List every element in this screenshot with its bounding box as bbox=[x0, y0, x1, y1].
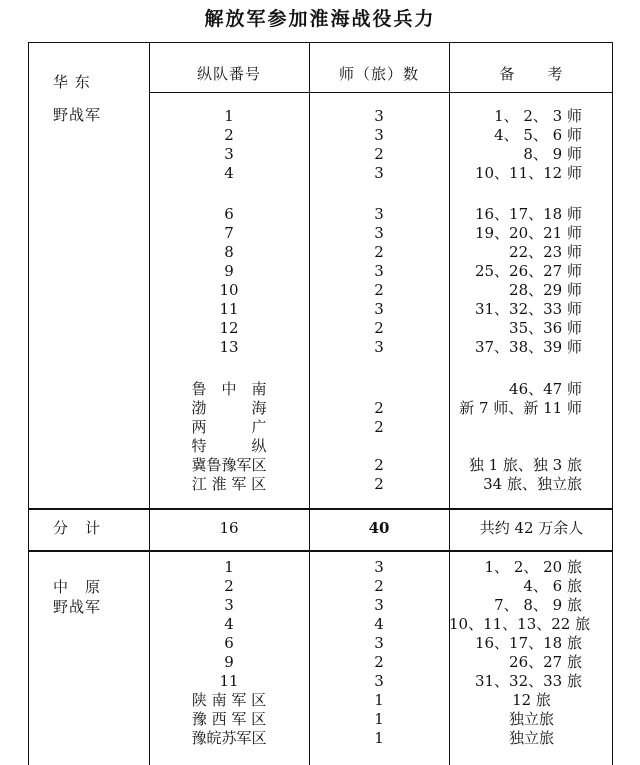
unit: 7 bbox=[224, 224, 234, 242]
unit: 3 bbox=[224, 145, 234, 163]
count: 2 bbox=[374, 475, 384, 493]
section-divider bbox=[29, 508, 612, 510]
table-row bbox=[29, 615, 614, 634]
unit: 6 bbox=[224, 634, 234, 652]
note: 35、36 师 bbox=[509, 319, 582, 337]
unit: 特 纵 bbox=[191, 437, 267, 455]
unit: 陕 南 军 区 bbox=[191, 691, 267, 709]
forces-table bbox=[28, 42, 613, 765]
count: 1 bbox=[374, 691, 384, 709]
count: 2 bbox=[374, 577, 384, 595]
count: 2 bbox=[374, 418, 384, 436]
section-divider bbox=[29, 550, 612, 552]
table-row bbox=[29, 399, 614, 418]
subtotal-label: 分 计 bbox=[53, 519, 102, 537]
note: 独 1 旅、独 3 旅 bbox=[468, 456, 582, 474]
unit: 豫 西 军 区 bbox=[191, 710, 267, 728]
note: 31、32、33 师 bbox=[474, 300, 582, 318]
note: 独立旅 bbox=[508, 710, 554, 728]
table-row bbox=[29, 205, 614, 224]
note: 10、11、13、22 旅 bbox=[449, 615, 591, 633]
header-count: 师（旅）数 bbox=[338, 65, 419, 83]
unit: 2 bbox=[224, 577, 234, 595]
note: 独立旅 bbox=[508, 729, 554, 747]
table-row bbox=[29, 126, 614, 145]
unit: 10 bbox=[219, 281, 239, 299]
note: 28、29 师 bbox=[509, 281, 582, 299]
unit: 1 bbox=[224, 107, 234, 125]
count: 3 bbox=[374, 107, 384, 125]
unit: 11 bbox=[219, 672, 239, 690]
note: 37、38、39 师 bbox=[474, 338, 582, 356]
table-row bbox=[29, 596, 614, 615]
count: 3 bbox=[374, 300, 384, 318]
unit: 9 bbox=[224, 653, 234, 671]
note: 4、 5、 6 师 bbox=[494, 126, 582, 144]
unit: 渤 海 bbox=[191, 399, 267, 417]
subtotal-row bbox=[29, 519, 614, 541]
note: 22、23 师 bbox=[509, 243, 582, 261]
note: 46、47 师 bbox=[509, 380, 582, 398]
count: 1 bbox=[374, 710, 384, 728]
table-row bbox=[29, 437, 614, 456]
table-row bbox=[29, 243, 614, 262]
note: 7、 8、 9 旅 bbox=[494, 596, 582, 614]
table-row bbox=[29, 729, 614, 748]
unit: 12 bbox=[219, 319, 239, 337]
table-row bbox=[29, 577, 614, 596]
unit: 3 bbox=[224, 596, 234, 614]
header-divider bbox=[149, 92, 612, 93]
table-row bbox=[29, 558, 614, 577]
unit: 1 bbox=[224, 558, 234, 576]
subtotal-units: 16 bbox=[219, 519, 239, 537]
note: 34 旅、独立旅 bbox=[483, 475, 582, 493]
unit: 9 bbox=[224, 262, 234, 280]
unit: 13 bbox=[219, 338, 239, 356]
note: 1、 2、 3 师 bbox=[494, 107, 582, 125]
count: 2 bbox=[374, 399, 384, 417]
count: 4 bbox=[374, 615, 384, 633]
unit: 2 bbox=[224, 126, 234, 144]
unit: 11 bbox=[219, 300, 239, 318]
table-row bbox=[29, 653, 614, 672]
unit: 江 淮 军 区 bbox=[191, 475, 267, 493]
note: 12 旅 bbox=[512, 691, 551, 709]
group-label-central-line2: 野战军 bbox=[53, 598, 102, 616]
table-row bbox=[29, 456, 614, 475]
table-row bbox=[29, 338, 614, 357]
table-row bbox=[29, 418, 614, 437]
count: 1 bbox=[374, 729, 384, 747]
table-row bbox=[29, 634, 614, 653]
count: 3 bbox=[374, 558, 384, 576]
count: 3 bbox=[374, 126, 384, 144]
count: 3 bbox=[374, 164, 384, 182]
unit: 鲁 中 南 bbox=[191, 380, 267, 398]
table-row bbox=[29, 300, 614, 319]
count: 2 bbox=[374, 653, 384, 671]
unit: 8 bbox=[224, 243, 234, 261]
note: 1、 2、 20 旅 bbox=[484, 558, 582, 576]
count: 2 bbox=[374, 243, 384, 261]
table-row bbox=[29, 107, 614, 126]
unit: 冀鲁豫军区 bbox=[191, 456, 267, 474]
note: 25、26、27 师 bbox=[474, 262, 582, 280]
table-row bbox=[29, 224, 614, 243]
table-row bbox=[29, 710, 614, 729]
subtotal-count: 40 bbox=[368, 519, 390, 537]
count: 3 bbox=[374, 224, 384, 242]
note: 8、 9 师 bbox=[523, 145, 582, 163]
note: 19、20、21 师 bbox=[474, 224, 582, 242]
group-label-central-line1: 中 原 bbox=[53, 578, 102, 596]
count: 2 bbox=[374, 281, 384, 299]
table-row bbox=[29, 262, 614, 281]
table-row bbox=[29, 380, 614, 399]
count: 2 bbox=[374, 319, 384, 337]
table-row bbox=[29, 281, 614, 300]
count: 3 bbox=[374, 338, 384, 356]
unit: 4 bbox=[224, 164, 234, 182]
count: 2 bbox=[374, 456, 384, 474]
header-unit: 纵队番号 bbox=[196, 65, 261, 83]
group-label-east-line1: 华 东 bbox=[53, 73, 91, 91]
count: 3 bbox=[374, 205, 384, 223]
table-row bbox=[29, 145, 614, 164]
note: 16、17、18 旅 bbox=[474, 634, 582, 652]
note: 10、11、12 师 bbox=[474, 164, 582, 182]
note: 4、 6 旅 bbox=[523, 577, 582, 595]
unit: 两 广 bbox=[191, 418, 267, 436]
count: 3 bbox=[374, 596, 384, 614]
page-title: 解放军参加淮海战役兵力 bbox=[204, 8, 436, 30]
subtotal-note: 共约 42 万余人 bbox=[479, 519, 584, 537]
note: 16、17、18 师 bbox=[474, 205, 582, 223]
count: 3 bbox=[374, 634, 384, 652]
note: 26、27 旅 bbox=[509, 653, 582, 671]
table-row bbox=[29, 164, 614, 183]
unit: 6 bbox=[224, 205, 234, 223]
header-note: 备 考 bbox=[499, 65, 564, 83]
count: 3 bbox=[374, 672, 384, 690]
unit: 4 bbox=[224, 615, 234, 633]
table-row bbox=[29, 672, 614, 691]
group-label-east-line2: 野战军 bbox=[53, 106, 102, 124]
note: 31、32、33 旅 bbox=[474, 672, 582, 690]
count: 3 bbox=[374, 262, 384, 280]
note: 新 7 师、新 11 师 bbox=[459, 399, 582, 417]
unit: 豫皖苏军区 bbox=[191, 729, 267, 747]
table-row bbox=[29, 475, 614, 494]
count: 2 bbox=[374, 145, 384, 163]
table-row bbox=[29, 691, 614, 710]
table-row bbox=[29, 319, 614, 338]
